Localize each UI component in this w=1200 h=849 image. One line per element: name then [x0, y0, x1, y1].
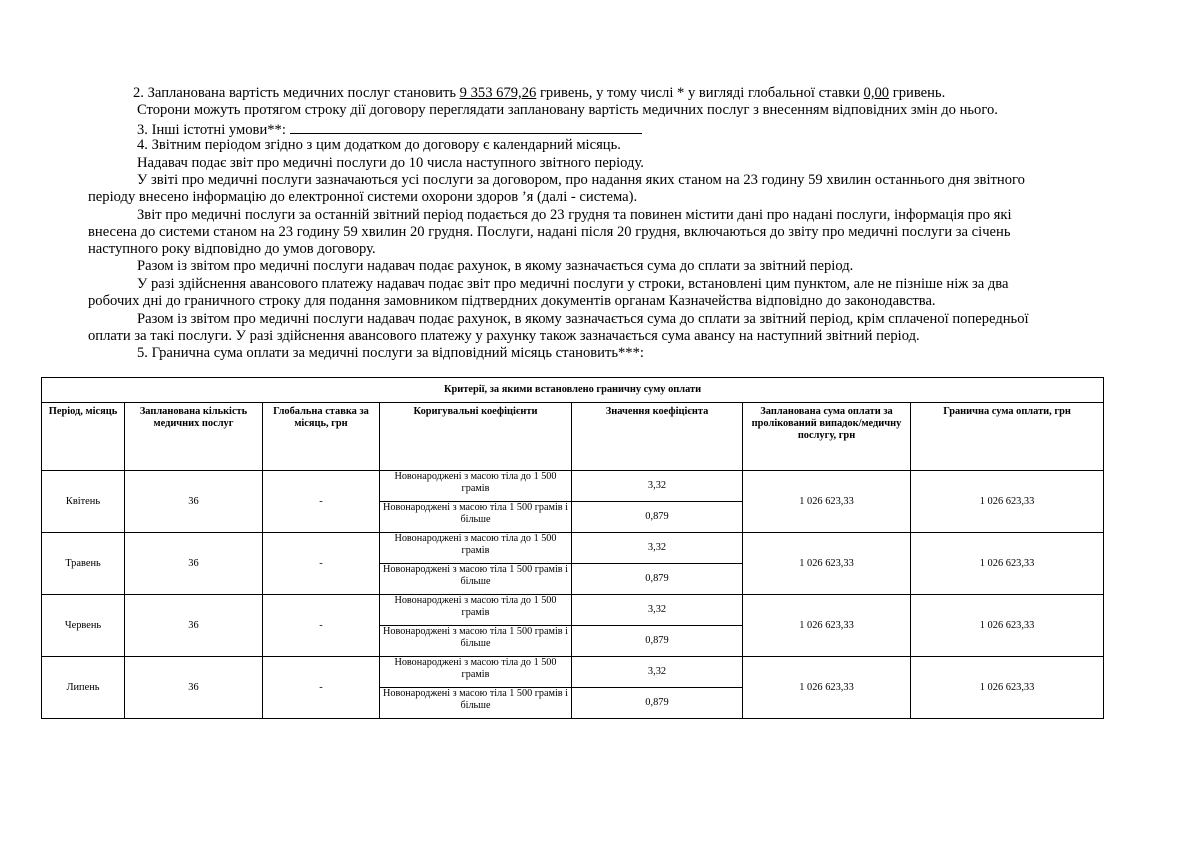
coef-label-cell: Новонароджені з масою тіла 1 500 грамів і більше [380, 626, 572, 657]
invoice-advance-line-2: оплати за такі послуги. У разі здійснення авансового платежу у рахунку також зазначається сума авансу на наступний звітний період. [88, 328, 920, 344]
invoice-advance-line-1: Разом із звітом про медичні послуги надавач подає рахунок, в якому зазначається сума до сплати за звітний період, крім сплаченої попередньої [137, 311, 1029, 327]
planned-sum-cell: 1 026 623,33 [743, 595, 911, 657]
header-period: Період, місяць [42, 403, 125, 471]
criteria-title: Критерії, за якими встановлено граничну суму оплати [42, 378, 1104, 403]
clause-5-limit-sum: 5. Гранична сума оплати за медичні послуги за відповідний місяць становить***: [137, 345, 644, 361]
month-cell: Квітень [42, 471, 125, 533]
coef-value-cell: 3,32 [572, 657, 743, 688]
limit-sum-cell: 1 026 623,33 [911, 657, 1104, 719]
report-content-line-2: періоду внесено інформацію до електронної системи охорони здоров ’я (далі - система). [88, 189, 638, 205]
limit-sum-cell: 1 026 623,33 [911, 533, 1104, 595]
planned-cost-amount: 9 353 679,26 [459, 85, 537, 101]
clause-2-suffix: гривень. [889, 85, 946, 101]
quantity-cell: 36 [125, 657, 263, 719]
clause-2-revision: Сторони можуть протягом строку дії договору переглядати заплановану вартість медичних послуг з внесенням відповідних змін до нього. [137, 102, 998, 118]
month-cell: Липень [42, 657, 125, 719]
quantity-cell: 36 [125, 471, 263, 533]
last-period-report-line-2: внесена до системи станом на 23 годину 59 хвилин 20 грудня. Послуги, надані після 20 грудня, включаються до звіту про медичні послуги за січень [88, 224, 1011, 240]
header-limit-sum: Гранична сума оплати, грн [911, 403, 1104, 471]
clause-2-mid: гривень, у тому числі * у вигляді глобальної ставки [536, 85, 864, 101]
advance-payment-line-2: робочих дні до граничного строку для подання замовником підтвердних документів органам Казначейства відповідно до законодавства. [88, 293, 936, 309]
quantity-cell: 36 [125, 595, 263, 657]
coef-label-cell: Новонароджені з масою тіла до 1 500 грамів [380, 533, 572, 564]
coef-value-cell: 3,32 [572, 533, 743, 564]
coef-label-cell: Новонароджені з масою тіла до 1 500 грамів [380, 657, 572, 688]
month-cell: Червень [42, 595, 125, 657]
global-rate-cell: - [263, 533, 380, 595]
table-row [42, 533, 1104, 564]
table-row [42, 471, 1104, 502]
clause-4-report-deadline: Надавач подає звіт про медичні послуги до 10 числа наступного звітного періоду. [137, 155, 644, 171]
invoice-paragraph: Разом із звітом про медичні послуги надавач подає рахунок, в якому зазначається сума до сплати за звітний період. [137, 258, 854, 274]
global-rate-cell: - [263, 657, 380, 719]
coef-label-cell: Новонароджені з масою тіла до 1 500 грамів [380, 595, 572, 626]
table-row [42, 595, 1104, 626]
global-rate-cell: - [263, 471, 380, 533]
planned-sum-cell: 1 026 623,33 [743, 657, 911, 719]
header-coefficients: Коригувальні коефіцієнти [380, 403, 572, 471]
other-terms-blank-line [290, 120, 642, 134]
header-global-rate: Глобальна ставка за місяць, грн [263, 403, 380, 471]
header-coef-value: Значення коефіцієнта [572, 403, 743, 471]
coef-value-cell: 3,32 [572, 471, 743, 502]
coef-label-cell: Новонароджені з масою тіла 1 500 грамів і більше [380, 564, 572, 595]
coef-label-cell: Новонароджені з масою тіла 1 500 грамів і більше [380, 688, 572, 719]
limit-sum-table [41, 377, 1104, 719]
coef-value-cell: 0,879 [572, 564, 743, 595]
coef-label-cell: Новонароджені з масою тіла 1 500 грамів і більше [380, 502, 572, 533]
advance-payment-line-1: У разі здійснення авансового платежу надавач подає звіт про медичні послуги у строки, встановлені цим пунктом, але не пізніше ніж за два [137, 276, 1009, 292]
global-rate-cell: - [263, 595, 380, 657]
coef-value-cell: 0,879 [572, 626, 743, 657]
clause-4-reporting-period: 4. Звітним періодом згідно з цим додатком до договору є календарний місяць. [137, 137, 621, 153]
quantity-cell: 36 [125, 533, 263, 595]
report-content-line-1: У звіті про медичні послуги зазначаються усі послуги за договором, про надання яких станом на 23 годину 59 хвилин останнього дня звітного [137, 172, 1025, 188]
clause-2-prefix: 2. Запланована вартість медичних послуг становить [133, 85, 460, 101]
limit-sum-cell: 1 026 623,33 [911, 595, 1104, 657]
last-period-report-line-3: наступного року відповідно до умов договору. [88, 241, 376, 257]
coef-value-cell: 0,879 [572, 688, 743, 719]
last-period-report-line-1: Звіт про медичні послуги за останній звітний період подається до 23 грудня та повинен містити дані про надані послуги, інформація про які [137, 207, 1012, 223]
table-row [42, 657, 1104, 688]
clause-2-planned-cost [133, 85, 945, 102]
coef-label-cell: Новонароджені з масою тіла до 1 500 грамів [380, 471, 572, 502]
coef-value-cell: 3,32 [572, 595, 743, 626]
clause-3-label: 3. Інші істотні умови**: [137, 122, 290, 138]
header-planned-sum: Запланована сума оплати за пролікований випадок/медичну послугу, грн [743, 403, 911, 471]
header-quantity: Запланована кількість медичних послуг [125, 403, 263, 471]
month-cell: Травень [42, 533, 125, 595]
planned-sum-cell: 1 026 623,33 [743, 471, 911, 533]
global-rate-amount: 0,00 [863, 85, 890, 101]
coef-value-cell: 0,879 [572, 502, 743, 533]
planned-sum-cell: 1 026 623,33 [743, 533, 911, 595]
limit-sum-cell: 1 026 623,33 [911, 471, 1104, 533]
